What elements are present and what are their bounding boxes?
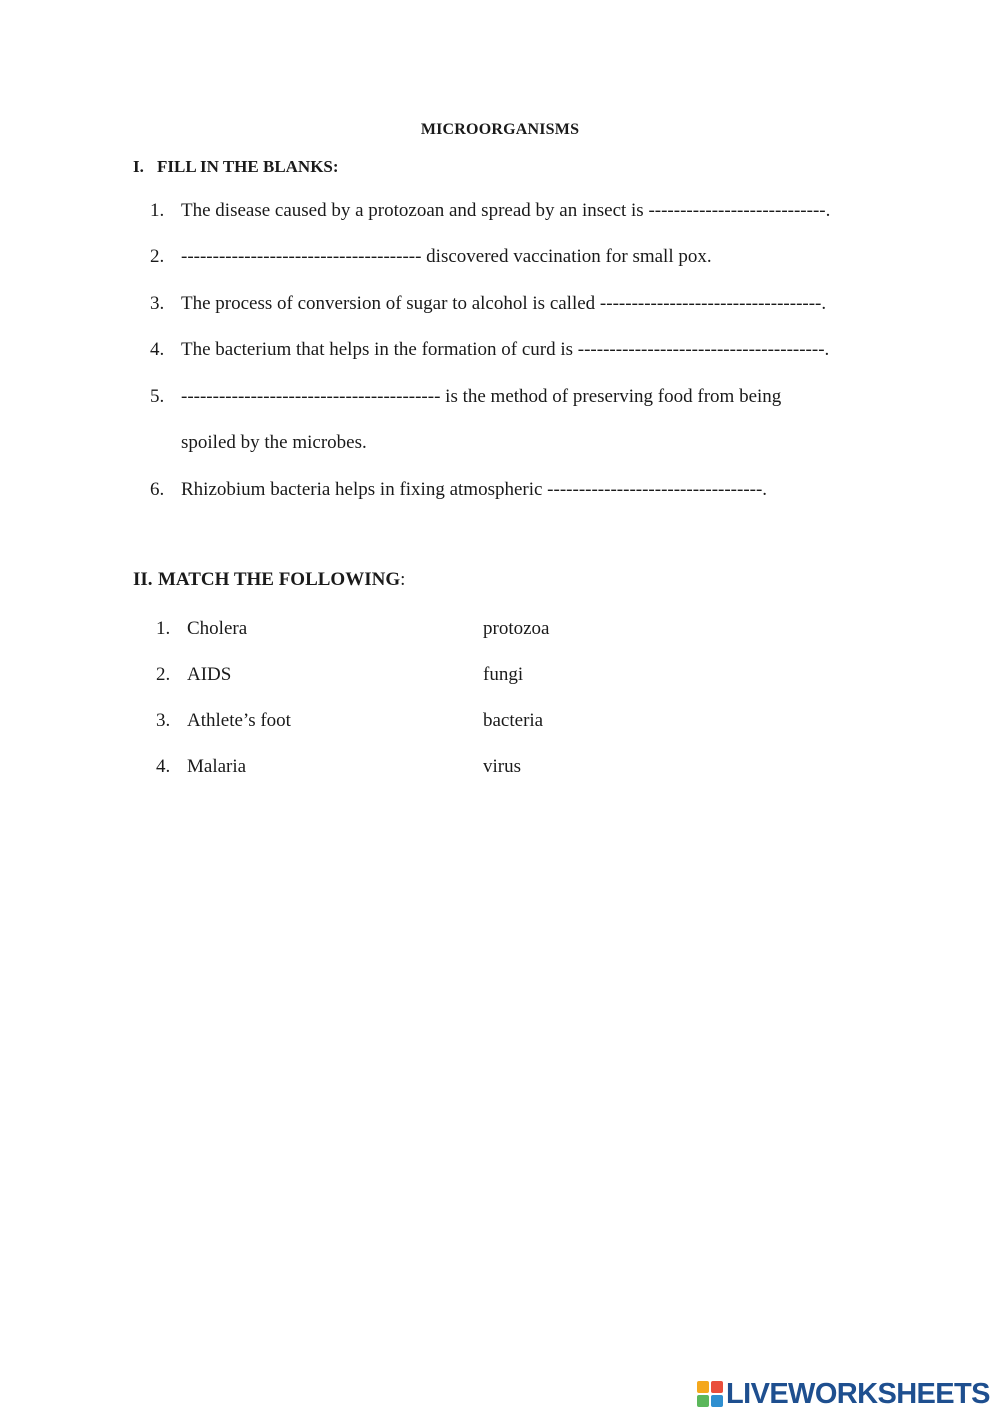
item-number: 2. <box>156 664 171 685</box>
fill-blank-item-continuation: spoiled by the microbes. <box>181 432 367 453</box>
fill-blank-item <box>150 338 829 362</box>
match-left-term: Malaria <box>187 756 247 777</box>
item-text: The disease caused by a protozoan and spread by an insect is ----------------------------. <box>181 200 831 221</box>
item-text: The bacterium that helps in the formation of curd is ---------------------------------------. <box>181 339 830 360</box>
heading-colon: : <box>400 569 406 590</box>
match-right-term: virus <box>483 756 521 777</box>
section-heading-fill-blanks <box>133 157 339 177</box>
item-text: -------------------------------------- discovered vaccination for small pox. <box>181 246 712 267</box>
item-number: 4. <box>150 339 165 360</box>
match-right-term: bacteria <box>483 710 544 731</box>
liveworksheets-watermark <box>697 1379 990 1409</box>
item-number: 3. <box>150 293 165 314</box>
section-heading-match <box>133 569 405 591</box>
logo-tile <box>697 1381 709 1393</box>
match-row <box>156 709 656 733</box>
fill-blank-item <box>150 385 781 409</box>
fill-blank-item <box>150 478 767 502</box>
item-text: The process of conversion of sugar to alcohol is called -----------------------------------. <box>181 293 827 314</box>
match-row <box>156 617 656 641</box>
item-number: 4. <box>156 756 171 777</box>
item-number: 1. <box>150 200 165 221</box>
item-number: 2. <box>150 246 165 267</box>
watermark-text: LIVEWORKSHEETS <box>726 1377 990 1410</box>
item-number: 6. <box>150 479 165 500</box>
item-number: 5. <box>150 386 165 407</box>
match-row <box>156 755 656 779</box>
liveworksheets-logo-icon <box>697 1381 723 1407</box>
item-number: 1. <box>156 618 171 639</box>
section-numeral: II. <box>133 569 153 590</box>
match-right-term: protozoa <box>483 618 550 639</box>
match-row <box>156 663 656 687</box>
logo-tile <box>711 1395 723 1407</box>
fill-blank-item <box>150 199 830 223</box>
logo-tile <box>697 1395 709 1407</box>
fill-blank-item <box>150 292 826 316</box>
fill-blank-item <box>150 245 712 269</box>
match-left-term: AIDS <box>187 664 232 685</box>
item-text: ----------------------------------------- is the method of preserving food from being <box>181 386 782 407</box>
item-number: 3. <box>156 710 171 731</box>
item-text: Rhizobium bacteria helps in fixing atmospheric ----------------------------------. <box>181 479 768 500</box>
match-right-term: fungi <box>483 664 524 685</box>
section-heading-text: FILL IN THE BLANKS: <box>157 157 339 176</box>
section-numeral: I. <box>133 157 144 176</box>
match-left-term: Athlete’s foot <box>187 710 291 731</box>
logo-tile <box>711 1381 723 1393</box>
match-left-term: Cholera <box>187 618 248 639</box>
section-heading-text: MATCH THE FOLLOWING <box>158 569 401 590</box>
page-title: MICROORGANISMS <box>420 121 580 138</box>
